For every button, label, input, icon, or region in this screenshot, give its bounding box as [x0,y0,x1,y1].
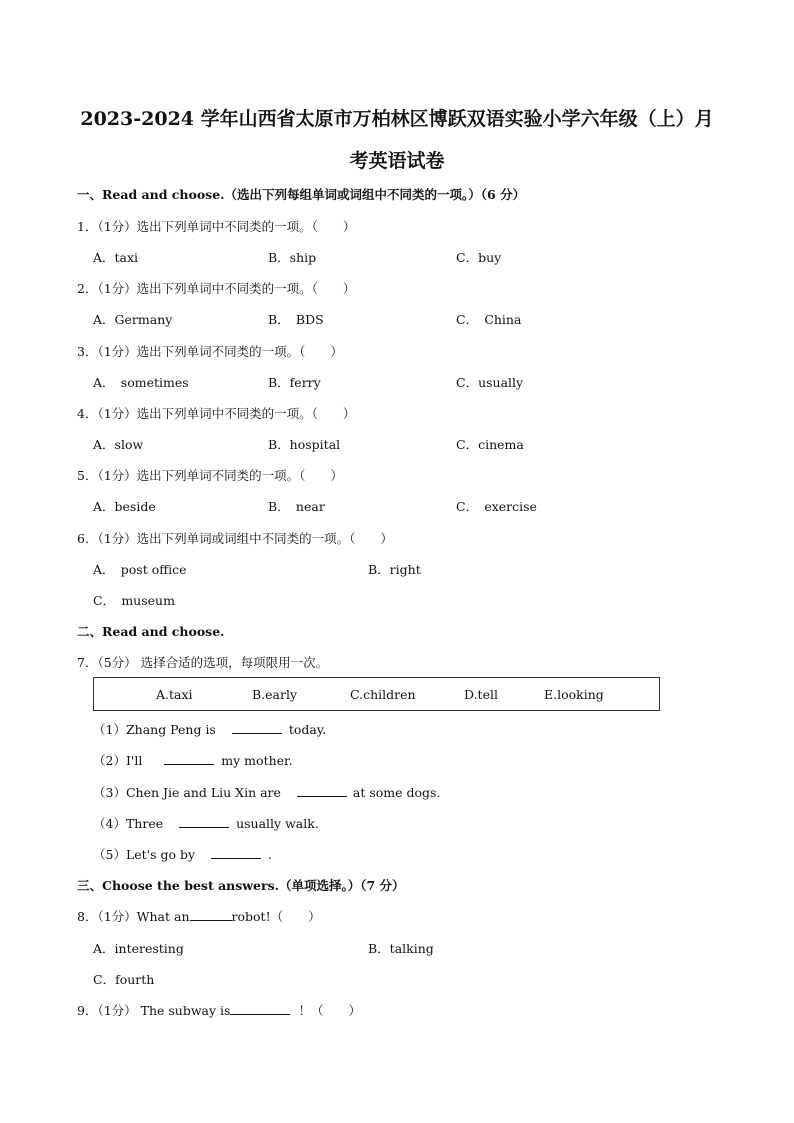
item-4-text-after: usually walk. [236,816,319,831]
question-7-item-5 [93,845,272,863]
item-3-text-before: （3）Chen Jie and Liu Xin are [93,785,281,800]
page-title-line1: 2023-2024 学年山西省太原市万柏林区博跃双语实验小学六年级（上）月 [80,108,714,130]
question-9-text-after: ！（ ） [298,1003,361,1018]
question-2-option-b: B． BDS [268,312,324,327]
question-5-option-a: A．beside [93,499,156,514]
item-1-text-before: （1）Zhang Peng is [93,722,216,737]
question-2-option-c: C． China [456,312,522,327]
item-3-blank[interactable] [297,783,347,797]
item-2-text-after: my mother. [221,753,293,768]
question-7-item-3 [93,783,440,801]
item-3-text-after: at some dogs. [352,785,441,800]
section-1-heading: 一、Read and choose.（选出下列每组单词或词组中不同类的一项。）（6 分） [77,187,526,202]
item-5-text-before: （5）Let's go by [93,847,196,862]
question-5-option-c: C． exercise [456,499,537,514]
item-1-blank[interactable] [232,720,282,734]
question-8-stem [77,907,321,925]
page-title-line2: 考英语试卷 [349,150,445,172]
question-6-option-c: C． museum [93,593,175,608]
question-6-stem: 6．（1分）选出下列单词或词组中不同类的一项。（ ） [77,531,393,546]
question-1-option-c: C．buy [456,250,502,265]
item-4-text-before: （4）Three [93,816,164,831]
question-3-option-b: B．ferry [268,375,321,390]
word-bank-item: E.looking [544,687,604,702]
word-bank-item: C.children [350,687,416,702]
question-7-item-1 [93,720,326,738]
question-5-option-b: B． near [268,499,325,514]
question-4-stem: 4．（1分）选出下列单词中不同类的一项。（ ） [77,406,356,421]
question-8-text-after: robot!（ ） [231,909,321,924]
question-2-option-a: A．Germany [93,312,173,327]
item-4-blank[interactable] [179,814,229,828]
question-9-text-before: 9．（1分） The subway is [77,1003,231,1018]
question-8-blank[interactable] [190,907,232,921]
question-5-stem: 5．（1分）选出下列单词不同类的一项。（ ） [77,468,343,483]
question-1-stem: 1．（1分）选出下列单词中不同类的一项。（ ） [77,219,356,234]
question-9-blank[interactable] [230,1001,290,1015]
word-bank-item: D.tell [464,687,498,702]
question-1-option-b: B．ship [268,250,317,265]
question-9-stem [77,1001,361,1019]
question-3-option-c: C．usually [456,375,524,390]
word-bank-item: A.taxi [156,687,193,702]
question-8-option-b: B．talking [368,941,434,956]
question-3-option-a: A． sometimes [93,375,189,390]
question-4-option-a: A．slow [93,437,144,452]
question-3-stem: 3．（1分）选出下列单词不同类的一项。（ ） [77,344,343,359]
section-2-heading: 二、Read and choose. [77,624,225,639]
word-bank-box [93,677,660,711]
word-bank-item: B.early [252,687,298,702]
question-6-option-a: A． post office [93,562,187,577]
question-7-item-4 [93,814,319,832]
question-6-option-b: B．right [368,562,421,577]
section-3-heading: 三、Choose the best answers.（单项选择。）（7 分） [77,878,405,893]
question-2-stem: 2．（1分）选出下列单词中不同类的一项。（ ） [77,281,356,296]
item-5-blank[interactable] [211,845,261,859]
question-7-item-2 [93,751,293,769]
question-7-stem: 7．（5分） 选择合适的选项，每项限用一次。 [77,655,329,670]
question-4-option-c: C．cinema [456,437,524,452]
item-2-text-before: （2）I'll [93,753,143,768]
question-8-text-before: 8．（1分）What an [77,909,190,924]
question-4-option-b: B．hospital [268,437,341,452]
item-2-blank[interactable] [164,751,214,765]
question-8-option-c: C．fourth [93,972,155,987]
item-5-text-after: . [268,847,273,862]
question-1-option-a: A．taxi [93,250,139,265]
item-1-text-after: today. [288,722,327,737]
question-8-option-a: A．interesting [93,941,184,956]
